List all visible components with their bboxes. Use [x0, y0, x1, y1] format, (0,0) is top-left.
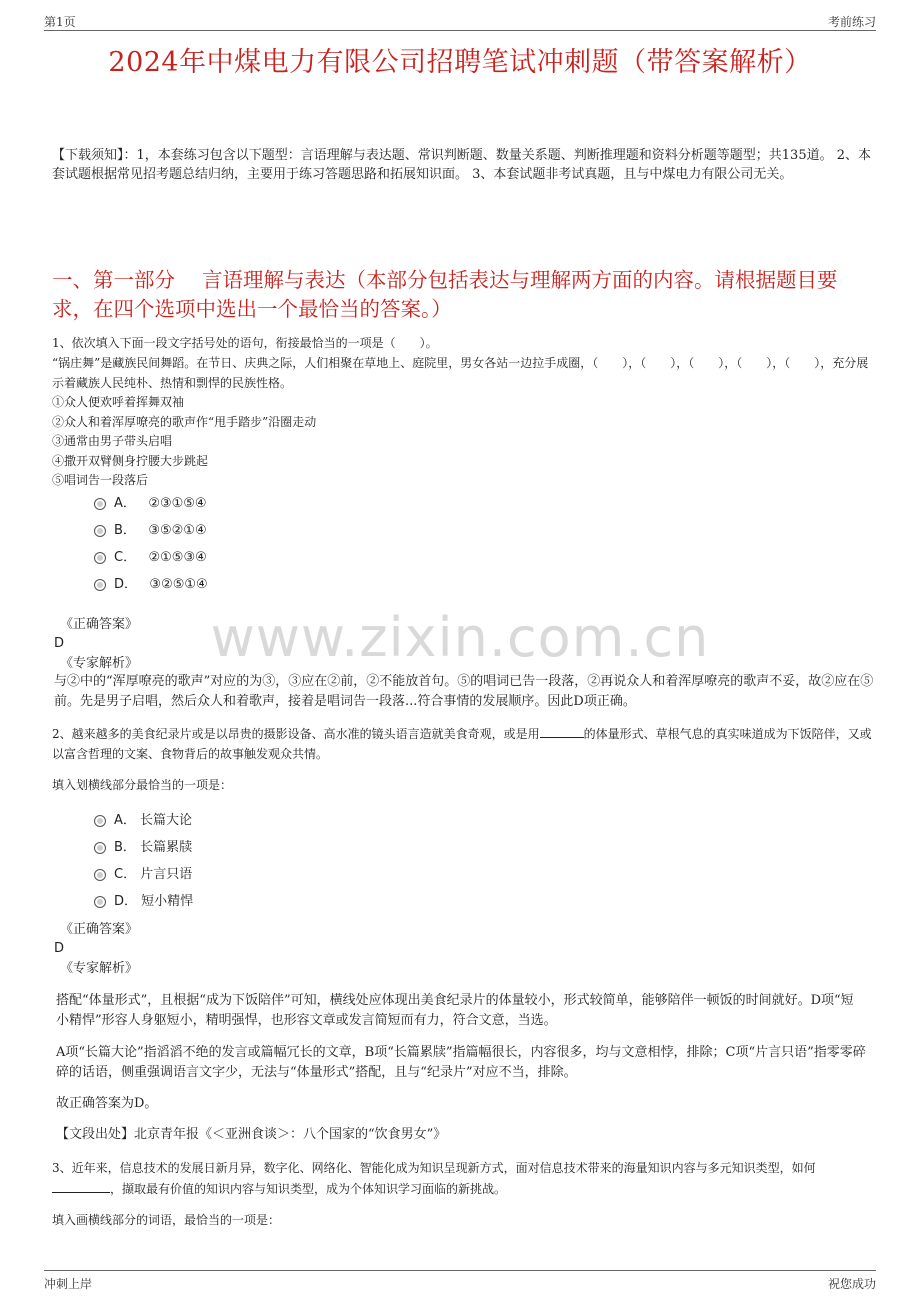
radio-button[interactable] — [94, 896, 106, 908]
question-2-prompt: 填入划横线部分最恰当的一项是： — [52, 778, 233, 792]
question-1-item: ②众人和着浑厚嘹亮的歌声作“甩手踏步”沿圈走动 — [52, 415, 317, 429]
question-1-passage: “锅庄舞”是藏族民间舞蹈。在节日、庆典之际，人们相聚在草地上、庭院里，男女各站一边拉手成圈，（ ），（ ），（ ），（ ），（ ），充分展示着藏族人民纯朴、热情和剽悍的民族性格。 — [52, 356, 869, 390]
page-header — [44, 10, 876, 31]
question-3-prompt: 填入画横线部分的词语，最恰当的一项是： — [52, 1213, 281, 1227]
question-1-item: ④撒开双臂侧身拧腰大步跳起 — [52, 454, 209, 468]
page-footer — [44, 1270, 876, 1291]
watermark: www.zixin.com.cn — [210, 606, 710, 669]
question-1-item: ①众人便欢呼着挥舞双袖 — [52, 395, 185, 409]
question-2-option-d[interactable]: D． 短小精悍 — [94, 891, 193, 913]
question-1-option-b[interactable]: B． ③⑤②①④ — [94, 520, 207, 542]
question-2-analysis: A项“长篇大论”指滔滔不绝的发言或篇幅冗长的文章，B项“长篇累牍”指篇幅很长，内容很多，均与文意相悖，排除；C项“片言只语”指零零碎碎的话语，侧重强调语言文字少，无法与“体量形式”搭配，且与“纪录片”对应不当，排除。 — [56, 1045, 866, 1080]
document-title: 2024年中煤电力有限公司招聘笔试冲刺题（带答案解析） — [108, 47, 812, 78]
question-1-item: ⑤唱词告一段落后 — [52, 473, 149, 487]
fill-blank — [540, 724, 584, 738]
question-1-option-a[interactable]: A． ②③①⑤④ — [94, 493, 207, 515]
question-2-option-c[interactable]: C． 片言只语 — [94, 864, 192, 886]
analysis-label: 《专家解析》 — [60, 656, 139, 671]
question-2-option-a[interactable]: A． 长篇大论 — [94, 810, 192, 832]
question-2-stem: 2、越来越多的美食纪录片或是以昂贵的摄影设备、高水准的镜头语言造就美食奇观，或是用 的体量形式、草根气息的真实味道成为下饭陪伴，又或以富含哲理的文案、食物背后的故事触发观众共情。 — [52, 724, 872, 764]
answer-value: D — [54, 941, 65, 956]
question-1-option-c[interactable]: C． ②①⑤③④ — [94, 547, 207, 569]
question-1-stem: 1、依次填入下面一段文字括号处的语句，衔接最恰当的一项是（ ）。 — [52, 336, 438, 350]
question-1-option-d[interactable]: D． ③②⑤①④ — [94, 574, 208, 596]
answer-label: 《正确答案》 — [60, 617, 139, 632]
footer-right: 祝您成功 — [827, 1277, 876, 1291]
analysis-label: 《专家解析》 — [60, 961, 139, 976]
download-notice: 【下载须知】：1，本套练习包含以下题型：言语理解与表达题、常识判断题、数量关系题、判断推理题和资料分析题等题型；共135道。 2、本套试题根据常见招考题总结归纳，主要用于练习答题思路和拓展知识面。 3、本套试题非考试真题，且与中煤电力有限公司无关。 — [52, 148, 871, 182]
source-citation: 【文段出处】北京青年报《＜亚洲食谈＞：八个国家的“饮食男女”》 — [56, 1127, 447, 1142]
footer-left: 冲刺上岸 — [44, 1277, 93, 1291]
radio-button[interactable] — [94, 552, 106, 564]
answer-label: 《正确答案》 — [60, 922, 139, 937]
question-1-item: ③通常由男子带头启唱 — [52, 434, 173, 448]
section-heading: 一、第一部分 言语理解与表达（本部分包括表达与理解两方面的内容。请根据题目要求，在四个选项中选出一个最恰当的答案。） — [52, 268, 838, 321]
question-2-option-b[interactable]: B． 长篇累牍 — [94, 837, 192, 859]
answer-value: D — [54, 636, 65, 651]
question-1-analysis: 与②中的“浑厚嘹亮的歌声”对应的为③，③应在②前，②不能放首句。⑤的唱词已告一段落，②再说众人和着浑厚嘹亮的歌声不妥，故②应在⑤前。先是男子启唱，然后众人和着歌声，接着是唱词告一段落...符合事情的发展顺序。因此D项正确。 — [54, 674, 874, 709]
radio-button[interactable] — [94, 869, 106, 881]
radio-button[interactable] — [94, 525, 106, 537]
radio-button[interactable] — [94, 815, 106, 827]
radio-button[interactable] — [94, 579, 106, 591]
question-2-analysis: 搭配“体量形式”，且根据“成为下饭陪伴”可知，横线处应体现出美食纪录片的体量较小，形式较简单，能够陪伴一顿饭的时间就好。D项“短小精悍”形容人身躯短小，精明强悍，也形容文章或发言简短而有力，符合文意，当选。 — [56, 993, 854, 1028]
question-2-conclusion: 故正确答案为D。 — [56, 1096, 158, 1111]
radio-button[interactable] — [94, 498, 106, 510]
fill-blank — [52, 1179, 110, 1193]
question-3-stem: 3、近年来，信息技术的发展日新月异，数字化、网络化、智能化成为知识呈现新方式，面对信息技术带来的海量知识内容与多元知识类型，如何，撷取最有价值的知识内容与知识类型，成为个体知识学习面临的新挑战。 — [52, 1161, 816, 1196]
radio-button[interactable] — [94, 842, 106, 854]
header-tag: 考前练习 — [827, 15, 876, 29]
page-number: 第1页 — [44, 15, 76, 29]
